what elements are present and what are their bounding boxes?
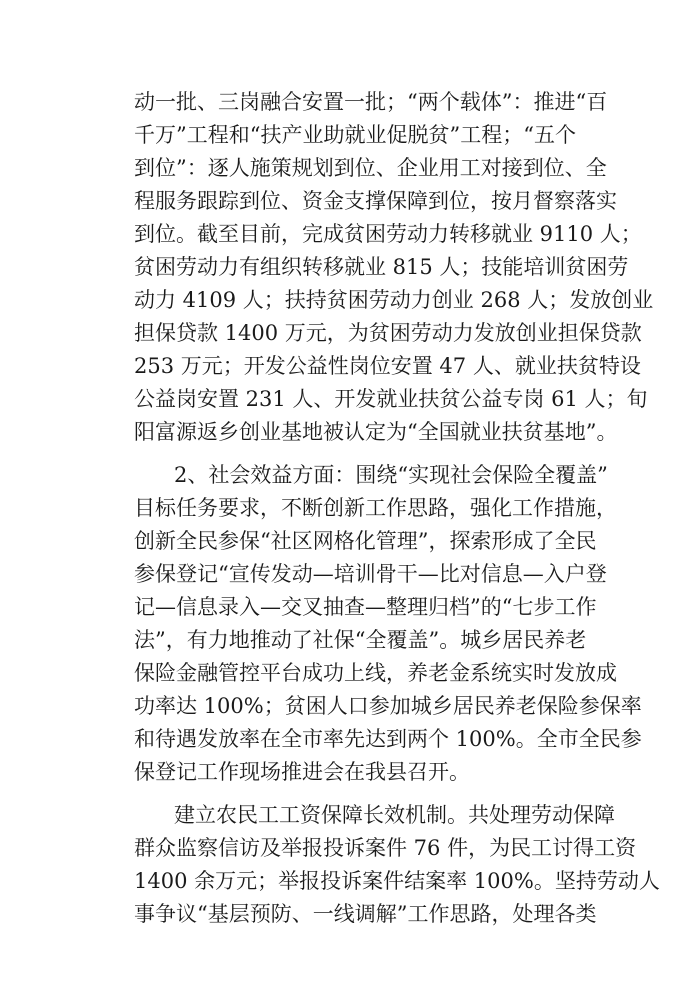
text-line: 公益岗安置 231 人、开发就业扶贫公益专岗 61 人；旬 — [134, 387, 648, 411]
text-line: 群众监察信访及举报投诉案件 76 件，为民工讨得工资 — [134, 836, 637, 860]
text-line: 目标任务要求，不断创新工作思路，强化工作措施， — [134, 496, 617, 520]
text-line: 贫困劳动力有组织转移就业 815 人；技能培训贫困劳 — [134, 255, 629, 279]
paragraph — [134, 459, 642, 789]
text-line: 法”，有力地推动了社保“全覆盖”。城乡居民养老 — [134, 628, 587, 652]
text-line: 参保登记“宣传发动—培训骨干—比对信息—入户登 — [134, 562, 607, 586]
document-body — [134, 86, 660, 931]
text-line: 和待遇发放率在全市率先达到两个 100%。全市全民参 — [134, 727, 642, 751]
paragraph — [134, 86, 654, 449]
paragraph-gap — [134, 449, 574, 459]
text-line: 动力 4109 人；扶持贫困劳动力创业 268 人；发放创业 — [134, 288, 654, 312]
text-line: 千万”工程和“扶产业助就业促脱贫”工程；“五个 — [134, 123, 576, 147]
text-line: 1400 余万元；举报投诉案件结案率 100%。坚持劳动人 — [134, 869, 660, 893]
paragraph — [134, 799, 660, 931]
text-line: 程服务跟踪到位、资金支撑保障到位，按月督察落实 — [134, 189, 617, 213]
paragraph-gap — [134, 789, 574, 799]
text-line: 建立农民工工资保障长效机制。共处理劳动保障 — [174, 803, 615, 827]
text-line: 到位。截至目前，完成贫困劳动力转移就业 9110 人； — [134, 222, 642, 246]
text-line: 2、社会效益方面：围绕“实现社会保险全覆盖” — [174, 463, 608, 487]
text-line: 动一批、三岗融合安置一批；“两个载体”：推进“百 — [134, 90, 608, 114]
text-line: 创新全民参保“社区网格化管理”，探索形成了全民 — [134, 529, 597, 553]
text-line: 阳富源返乡创业基地被认定为“全国就业扶贫基地”。 — [134, 420, 618, 444]
text-line: 到位”：逐人施策规划到位、企业用工对接到位、全 — [134, 156, 607, 180]
text-line: 事争议“基层预防、一线调解”工作思路，处理各类 — [134, 902, 597, 926]
text-line: 保险金融管控平台成功上线，养老金系统实时发放成 — [134, 661, 617, 685]
text-line: 功率达 100%；贫困人口参加城乡居民养老保险参保率 — [134, 694, 642, 718]
text-line: 253 万元；开发公益性岗位安置 47 人、就业扶贫特设 — [134, 354, 641, 378]
text-line: 记—信息录入—交叉抽查—整理归档”的“七步工作 — [134, 595, 597, 619]
text-line: 担保贷款 1400 万元，为贫困劳动力发放创业担保贷款 — [134, 321, 642, 345]
text-line: 保登记工作现场推进会在我县召开。 — [134, 760, 470, 784]
